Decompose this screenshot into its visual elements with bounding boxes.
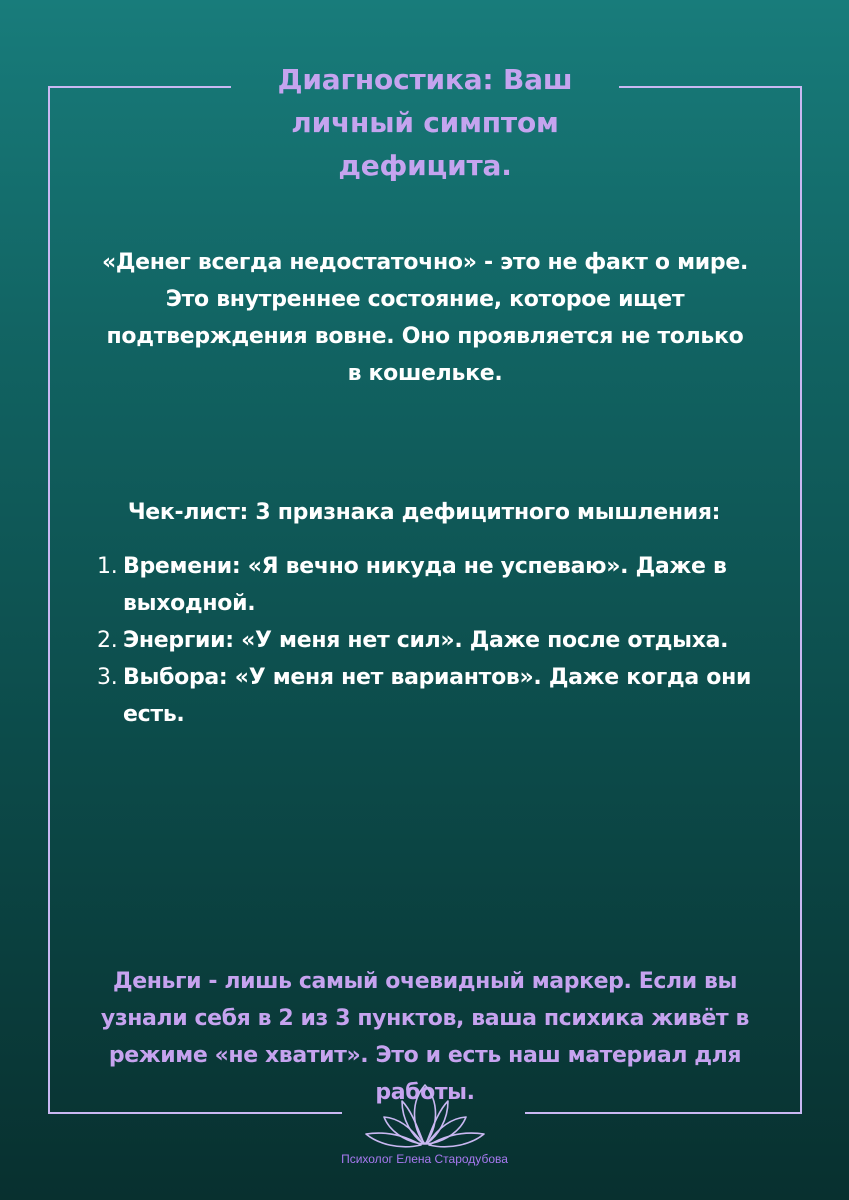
- lotus-right-outer-petal: [429, 1133, 484, 1147]
- checklist-item-text: Энергии: «У меня нет сил». Даже после отдыха.: [123, 628, 729, 653]
- checklist-item-choice: [97, 659, 770, 733]
- frame-bottom-right-line: [525, 1112, 802, 1114]
- frame-top-left-line: [48, 86, 231, 88]
- page-title: Диагностика: Ваш личный симптом дефицита.: [277, 62, 573, 182]
- frame-left-line: [48, 86, 50, 1114]
- frame-bottom-left-line: [48, 1112, 342, 1114]
- lotus-left-outer-petal: [366, 1133, 421, 1147]
- checklist-item-number: 1.: [97, 554, 118, 579]
- intro-paragraph: «Денег всегда недостаточно» - это не факт о мире. Это внутреннее состояние, которое ищет подтверждения вовне. Оно проявляется не только в кошельке.: [101, 250, 749, 386]
- conclusion-paragraph: Деньги - лишь самый очевидный маркер. Если вы узнали себя в 2 из 3 пунктов, ваша психика живёт в режиме «не хватит». Это и есть наш материал для работы.: [100, 969, 750, 1105]
- frame-top-right-line: [619, 86, 802, 88]
- checklist-item-energy: [97, 622, 770, 659]
- checklist-title: Чек-лист: 3 признака дефицитного мышления:: [127, 500, 721, 526]
- signature: Психолог Елена Стародубова: [341, 1152, 508, 1166]
- checklist-item-text: Времени: «Я вечно никуда не успеваю». Даже в выходной.: [123, 554, 727, 616]
- checklist: [97, 548, 770, 733]
- lotus-icon: [360, 1078, 490, 1150]
- checklist-item-text: Выбора: «У меня нет вариантов». Даже когда они есть.: [123, 665, 752, 727]
- frame-right-line: [800, 86, 802, 1114]
- checklist-item-number: 2.: [97, 628, 118, 653]
- lotus-center-petal: [414, 1085, 435, 1144]
- checklist-item-number: 3.: [97, 665, 118, 690]
- checklist-item-time: [97, 548, 770, 622]
